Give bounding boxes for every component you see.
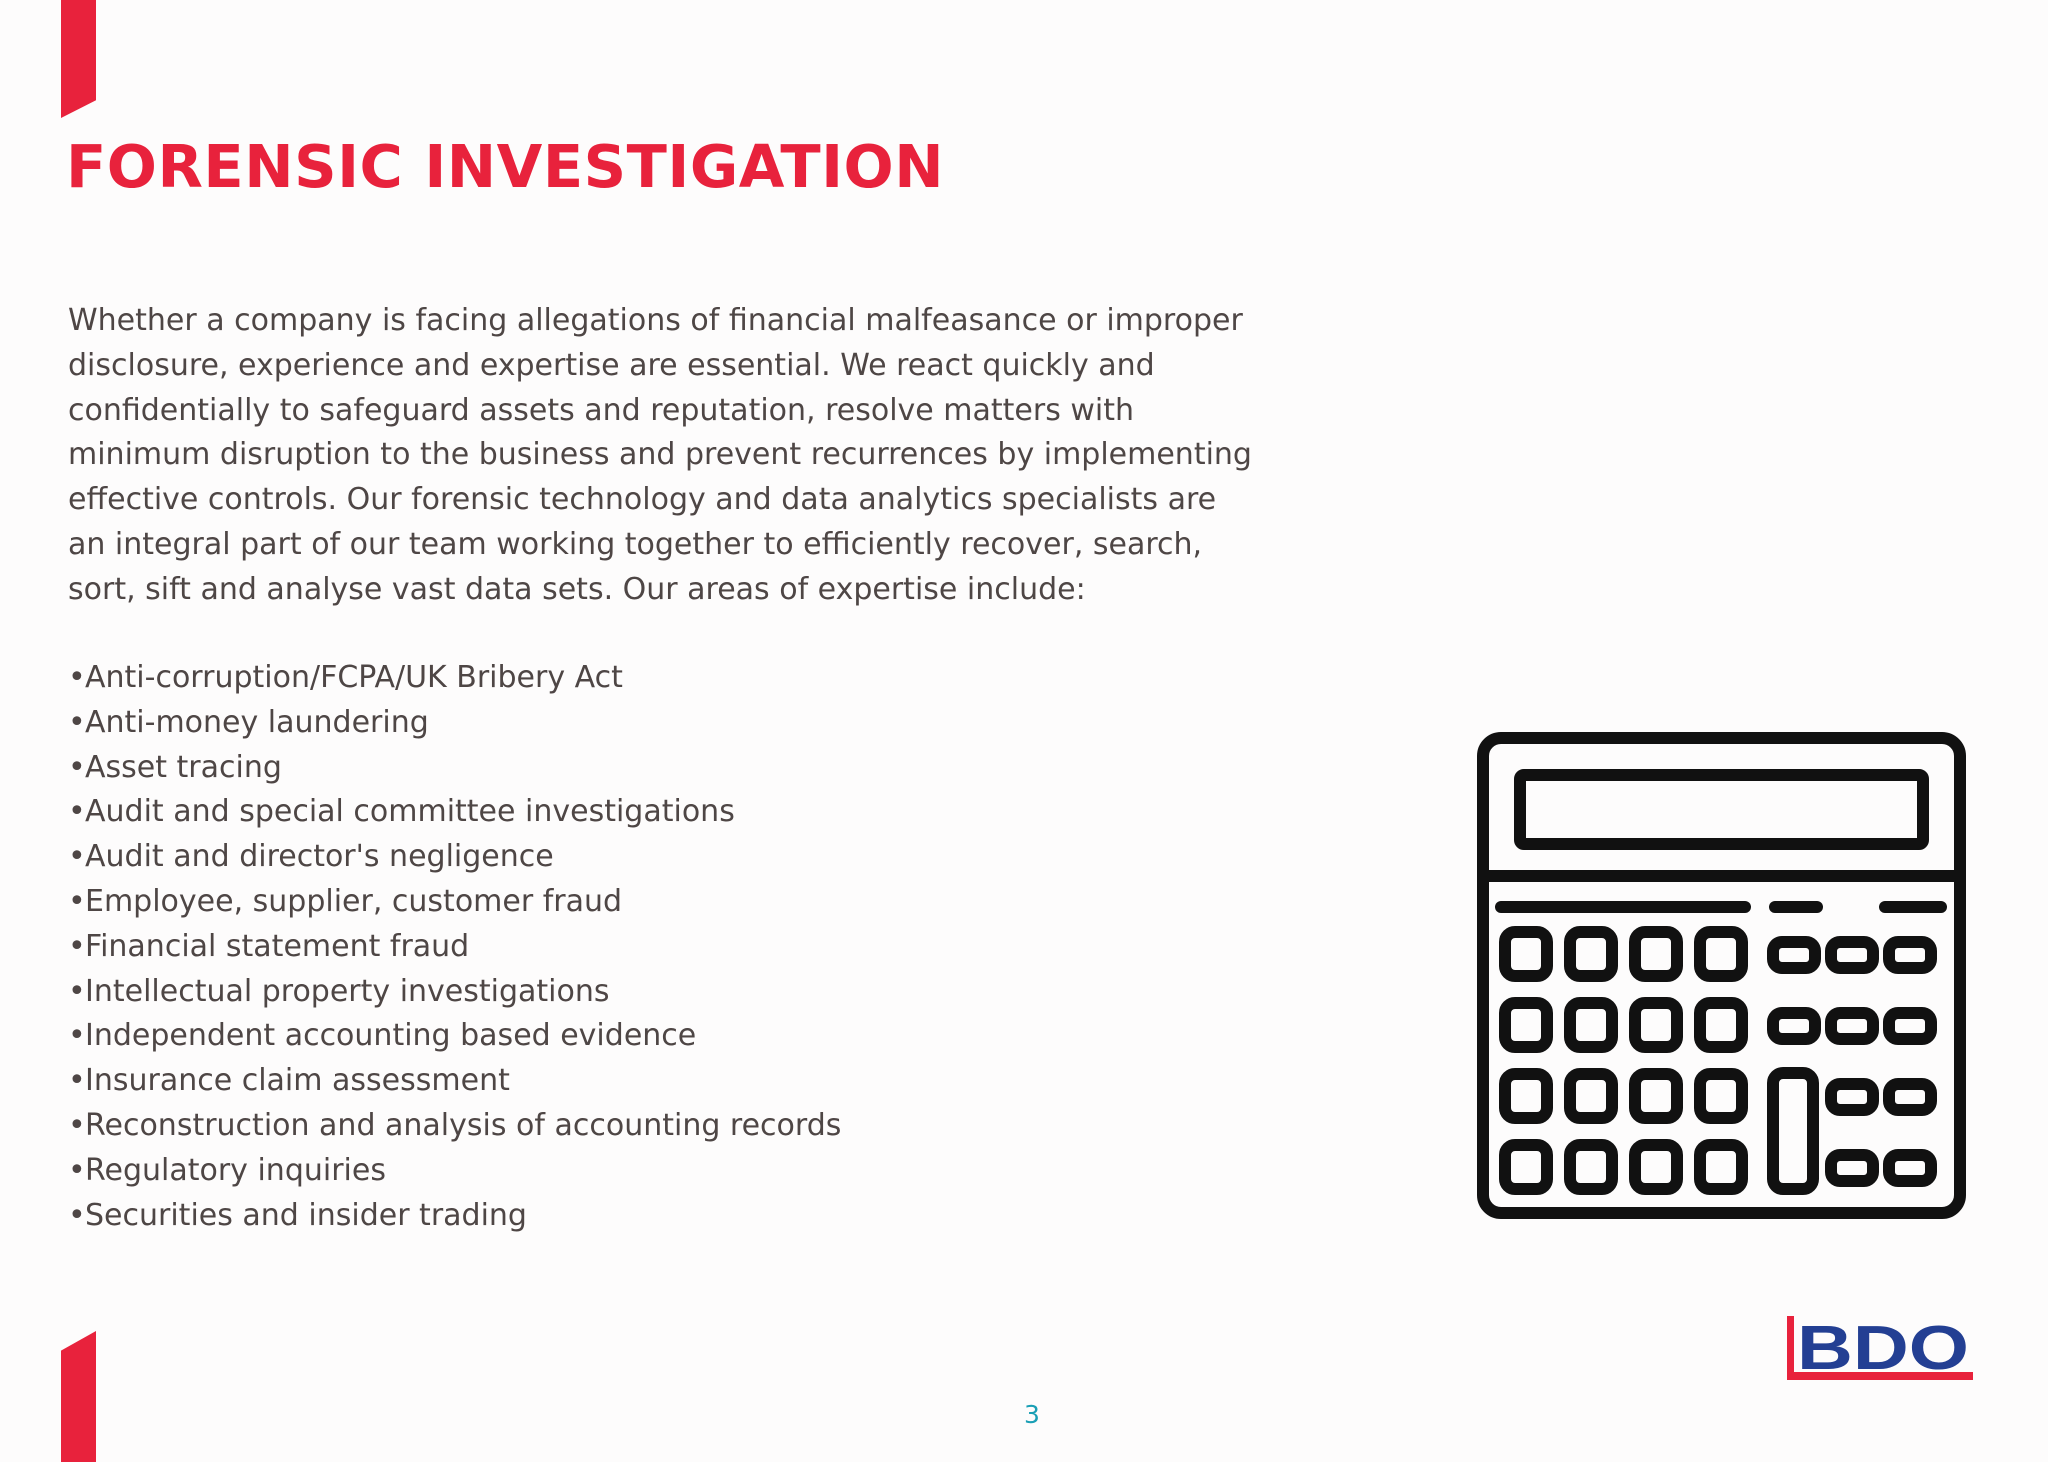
- bullet: •: [68, 973, 86, 1009]
- list-item: [68, 835, 968, 880]
- calculator-icon: [1475, 730, 1968, 1221]
- bullet: •: [68, 749, 86, 785]
- expertise-list: [68, 656, 968, 1238]
- page-number: 3: [1024, 1400, 1040, 1429]
- bullet: •: [68, 660, 86, 695]
- top-accent-bar: [61, 0, 96, 118]
- list-item-text: Securities and insider trading: [85, 1197, 527, 1233]
- list-item-text: Reconstruction and analysis of accounting records: [85, 1107, 842, 1143]
- list-item-text: Audit and director's negligence: [85, 839, 554, 875]
- list-item: [68, 925, 968, 970]
- list-item: [68, 1104, 968, 1149]
- list-item: [68, 1014, 968, 1059]
- list-item-text: Insurance claim assessment: [85, 1063, 510, 1099]
- list-item-text: Asset tracing: [85, 749, 282, 785]
- bullet: •: [68, 1197, 86, 1233]
- list-item: [68, 746, 968, 791]
- list-item: [68, 1059, 968, 1104]
- bullet: •: [68, 1152, 86, 1188]
- bullet: •: [68, 1107, 86, 1143]
- bullet: •: [68, 883, 86, 919]
- list-item-text: Financial statement fraud: [85, 928, 470, 964]
- list-item: [68, 1194, 968, 1239]
- bullet: •: [68, 928, 86, 964]
- bullet: •: [68, 1018, 86, 1054]
- list-item: [68, 701, 968, 746]
- list-item-text: Intellectual property investigations: [85, 973, 610, 1009]
- bullet: •: [68, 704, 86, 740]
- list-item-text: Audit and special committee investigations: [85, 794, 735, 830]
- bottom-accent-bar: [61, 1331, 96, 1462]
- list-item-text: Employee, supplier, customer fraud: [85, 883, 623, 919]
- list-item-text: Anti-corruption/FCPA/UK Bribery Act: [85, 660, 623, 695]
- list-item-text: Independent accounting based evidence: [85, 1018, 697, 1054]
- bdo-logo: [1785, 1312, 1975, 1388]
- list-item: [68, 880, 968, 925]
- bullet: •: [68, 839, 86, 875]
- bullet: •: [68, 794, 86, 830]
- intro-paragraph: Whether a company is facing allegations of financial malfeasance or improper disclosure, experience and expertise are essential. We react quickly and confidentially to safeguard assets and reputation, resolve matters with minimum disruption to the business and prevent recurrences by implementing effective controls. Our forensic technology and data analytics specialists are an integral part of our team working together to efficiently recover, search, sort, sift and analyse vast data sets. Our areas of expertise include:: [68, 303, 1252, 607]
- list-item: [68, 970, 968, 1015]
- svg-text:BDO: BDO: [1797, 1314, 1969, 1383]
- list-item: [68, 790, 968, 835]
- list-item-text: Anti-money laundering: [85, 704, 429, 740]
- bullet: •: [68, 1063, 86, 1099]
- list-item: [68, 656, 968, 701]
- list-item: [68, 1149, 968, 1194]
- page-title: FORENSIC INVESTIGATION: [66, 132, 945, 201]
- list-item-text: Regulatory inquiries: [85, 1152, 386, 1188]
